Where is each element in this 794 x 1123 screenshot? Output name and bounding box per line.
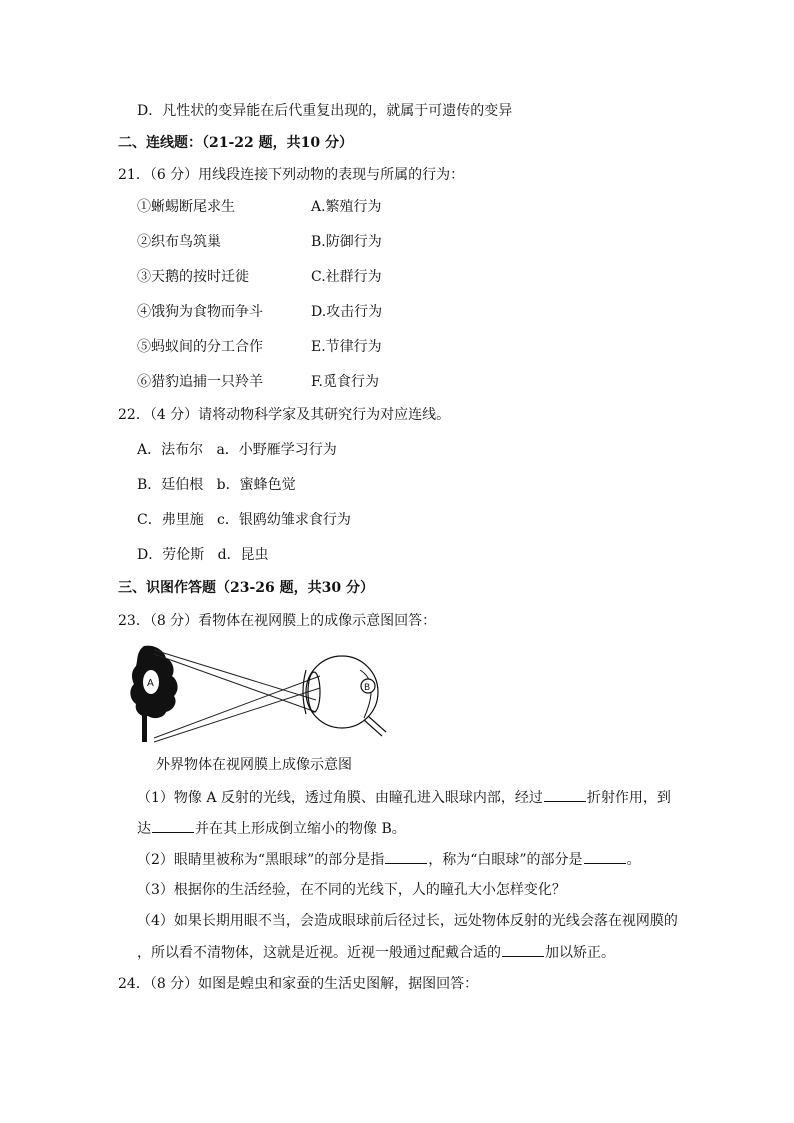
eye-imaging-diagram xyxy=(128,640,388,748)
q23-sub3: （3）根据你的生活经验，在不同的光线下，人的瞳孔大小怎样变化？ xyxy=(137,882,566,898)
answer-blank[interactable] xyxy=(584,849,626,864)
q21-left-2: ②织布鸟筑巢 xyxy=(137,234,221,250)
q21-right-3: C.社群行为 xyxy=(311,269,382,285)
q21-left-5: ⑤蚂蚁间的分工合作 xyxy=(137,339,263,355)
q21-right-5: E.节律行为 xyxy=(311,339,382,355)
q23-sub1-line2 xyxy=(137,818,406,839)
q22-stem: 22．（4 分）请将动物科学家及其研究行为对应连线。 xyxy=(118,407,451,423)
q21-left-6: ⑥猎豹追捕一只羚羊 xyxy=(137,374,263,390)
answer-blank[interactable] xyxy=(544,787,586,802)
figure-caption: 外界物体在视网膜上成像示意图 xyxy=(156,757,352,773)
q21-right-2: B.防御行为 xyxy=(311,234,382,250)
q23-sub4-line1: （4）如果长期用眼不当，会造成眼球前后径过长，远处物体反射的光线会落在视网膜的 xyxy=(137,913,678,929)
q21-left-4: ④饿狗为食物而争斗 xyxy=(137,304,263,320)
q23-sub1-text-d: 并在其上形成倒立缩小的物像 B。 xyxy=(195,821,406,837)
q23-stem: 23．（8 分）看物体在视网膜上的成像示意图回答： xyxy=(118,613,437,629)
q22-row-1: A．法布尔 a．小野雁学习行为 xyxy=(137,442,337,458)
section2-heading: 二、连线题：（21-22 题，共10 分） xyxy=(118,135,354,151)
q23-sub2-text-a: （2）眼睛里被称为“黑眼球”的部分是指 xyxy=(137,852,385,868)
section3-heading: 三、识图作答题（23-26 题，共30 分） xyxy=(118,580,375,596)
q21-left-1: ①蜥蜴断尾求生 xyxy=(137,199,235,215)
q23-sub4-text-b: ，所以看不清物体，这就是近视。近视一般通过配戴合适的 xyxy=(137,945,501,961)
q24-stem: 24．（8 分）如图是蝗虫和家蚕的生活史图解，据图回答： xyxy=(118,976,479,992)
q21-left-3: ③天鹅的按时迁徙 xyxy=(137,269,249,285)
q23-sub1-line1 xyxy=(137,787,671,808)
q21-right-1: A.繁殖行为 xyxy=(311,199,382,215)
q23-sub1-text-c: 达 xyxy=(137,821,151,837)
label-b: B xyxy=(364,683,371,693)
q21-right-4: D.攻击行为 xyxy=(311,304,383,320)
q23-sub1-text-a: （1）物像 A 反射的光线，透过角膜、由瞳孔进入眼球内部，经过 xyxy=(137,790,543,806)
answer-blank[interactable] xyxy=(152,818,194,833)
q21-right-6: F.觅食行为 xyxy=(311,374,379,390)
q23-sub2-text-b: ，称为“白眼球”的部分是 xyxy=(428,852,583,868)
q21-stem: 21．（6 分）用线段连接下列动物的表现与所属的行为： xyxy=(118,167,465,183)
q23-sub4-line2 xyxy=(137,942,615,963)
q22-row-3: C．弗里施 c．银鸥幼雏求食行为 xyxy=(137,512,351,528)
q20-option-d: D．凡性状的变异能在后代重复出现的，就属于可遗传的变异 xyxy=(137,103,513,119)
light-rays xyxy=(154,650,320,742)
q23-sub2-text-c: 。 xyxy=(626,852,641,868)
eyeball xyxy=(303,656,386,736)
label-a: A xyxy=(147,678,154,689)
answer-blank[interactable] xyxy=(502,942,544,957)
answer-blank[interactable] xyxy=(385,849,427,864)
q23-sub4-text-c: 加以矫正。 xyxy=(545,945,615,961)
q23-sub2 xyxy=(137,849,641,870)
q22-row-4: D．劳伦斯 d．昆虫 xyxy=(137,547,269,563)
q23-sub1-text-b: 折射作用，到 xyxy=(586,790,671,806)
q22-row-2: B．廷伯根 b．蜜蜂色觉 xyxy=(137,477,296,493)
